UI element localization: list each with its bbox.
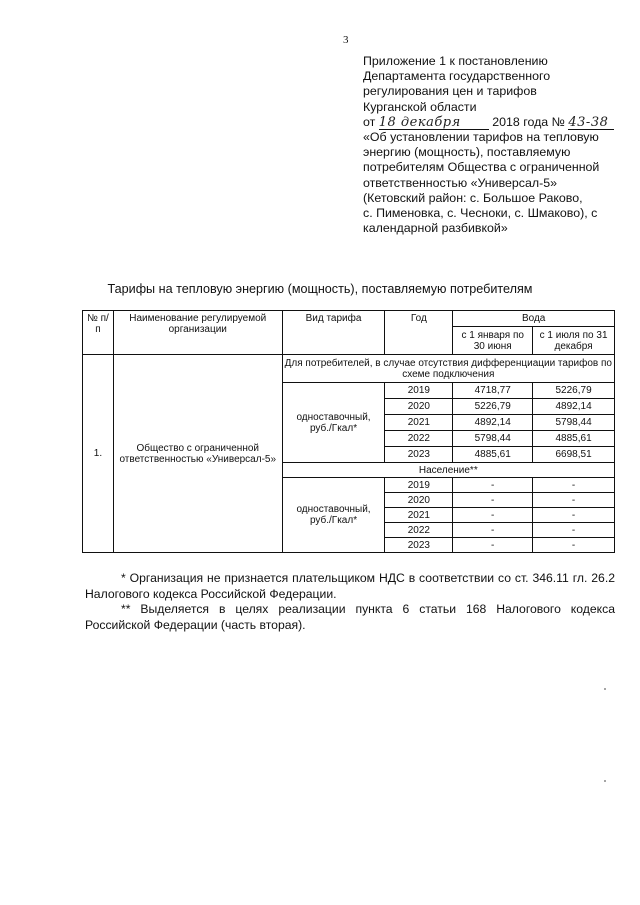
header-period-1: с 1 января по 30 июня	[453, 327, 533, 355]
appendix-line: регулирования цен и тарифов	[363, 84, 537, 99]
header-tariff-type: Вид тарифа	[282, 311, 385, 355]
row-number: 1.	[83, 355, 114, 553]
tariff-value: 5798,44	[533, 415, 615, 431]
tariff-value: -	[453, 538, 533, 553]
year-cell: 2022	[385, 523, 453, 538]
footnote-vat: * Организация не признается плательщиком НДС в соответствии со ст. 346.11 гл. 26.2 Налогового кодекса Российской Федерации.	[85, 571, 615, 601]
tariff-value: 4718,77	[453, 383, 533, 399]
header-num: № п/п	[83, 311, 114, 355]
year-cell: 2022	[385, 431, 453, 447]
section-label: Для потребителей, в случае отсутствия дифференциации тарифов по схеме подключения	[282, 355, 614, 383]
tariff-value: 5226,79	[453, 399, 533, 415]
tariff-value: -	[533, 493, 615, 508]
handwritten-number: 43-38	[568, 116, 614, 130]
year-cell: 2019	[385, 383, 453, 399]
tariff-value: 5798,44	[453, 431, 533, 447]
scan-speck	[604, 780, 606, 782]
appendix-line: Курганской области	[363, 99, 477, 114]
tariff-value: 5226,79	[533, 383, 615, 399]
tariff-value: -	[533, 523, 615, 538]
tariff-table	[82, 310, 615, 553]
org-name: Общество с ограниченной ответственностью «Универсал-5»	[113, 355, 282, 553]
tariff-value: -	[453, 508, 533, 523]
year-cell: 2019	[385, 478, 453, 493]
page-number: 3	[343, 34, 349, 46]
tariff-type: одноставочный, руб./Гкал*	[282, 478, 385, 553]
year-cell: 2021	[385, 508, 453, 523]
resolution-title-line: календарной разбивкой»	[363, 221, 508, 236]
footnote-population: ** Выделяется в целях реализации пункта 6 статьи 168 Налогового кодекса Российской Федерации (часть вторая).	[85, 602, 615, 632]
tariff-value: 4892,14	[533, 399, 615, 415]
year-cell: 2023	[385, 447, 453, 463]
tariff-value: -	[453, 478, 533, 493]
tariff-value: 6698,51	[533, 447, 615, 463]
tariff-value: -	[533, 538, 615, 553]
appendix-header	[363, 54, 625, 236]
tariff-value: -	[533, 478, 615, 493]
resolution-date-line	[363, 115, 625, 130]
resolution-title-line: потребителям Общества с ограниченной	[363, 160, 600, 175]
date-suffix: 2018 года №	[492, 114, 565, 129]
appendix-line: Приложение 1 к постановлению	[363, 54, 548, 68]
resolution-title-line: энергию (мощность), поставляемую	[363, 145, 571, 160]
footnotes	[85, 571, 615, 633]
year-cell: 2021	[385, 415, 453, 431]
header-org: Наименование регулируемой организации	[113, 311, 282, 355]
table-title: Тарифы на тепловую энергию (мощность), поставляемую потребителям	[107, 282, 533, 296]
header-resource: Вода	[453, 311, 615, 327]
tariff-value: -	[533, 508, 615, 523]
year-cell: 2020	[385, 493, 453, 508]
tariff-value: -	[453, 493, 533, 508]
header-period-2: с 1 июля по 31 декабря	[533, 327, 615, 355]
resolution-title-line: ответственностью «Универсал-5»	[363, 175, 558, 190]
table-header-row	[83, 311, 615, 327]
tariff-value: -	[453, 523, 533, 538]
date-prefix: от	[363, 114, 376, 129]
tariff-value: 4885,61	[533, 431, 615, 447]
resolution-title-line: (Кетовский район: с. Большое Раково,	[363, 190, 583, 205]
table-row	[83, 355, 615, 383]
appendix-line: Департамента государственного	[363, 69, 551, 84]
tariff-value: 4892,14	[453, 415, 533, 431]
handwritten-date: 18 декабря	[379, 116, 489, 130]
tariff-type: одноставочный, руб./Гкал*	[282, 383, 385, 463]
tariff-value: 4885,61	[453, 447, 533, 463]
scan-speck	[604, 688, 606, 690]
year-cell: 2020	[385, 399, 453, 415]
resolution-title-line: «Об установлении тарифов на тепловую	[363, 130, 599, 145]
section-label: Население**	[282, 463, 614, 478]
header-year: Год	[385, 311, 453, 355]
year-cell: 2023	[385, 538, 453, 553]
resolution-title-line: с. Пименовка, с. Чесноки, с. Шмаково), с	[363, 206, 598, 221]
